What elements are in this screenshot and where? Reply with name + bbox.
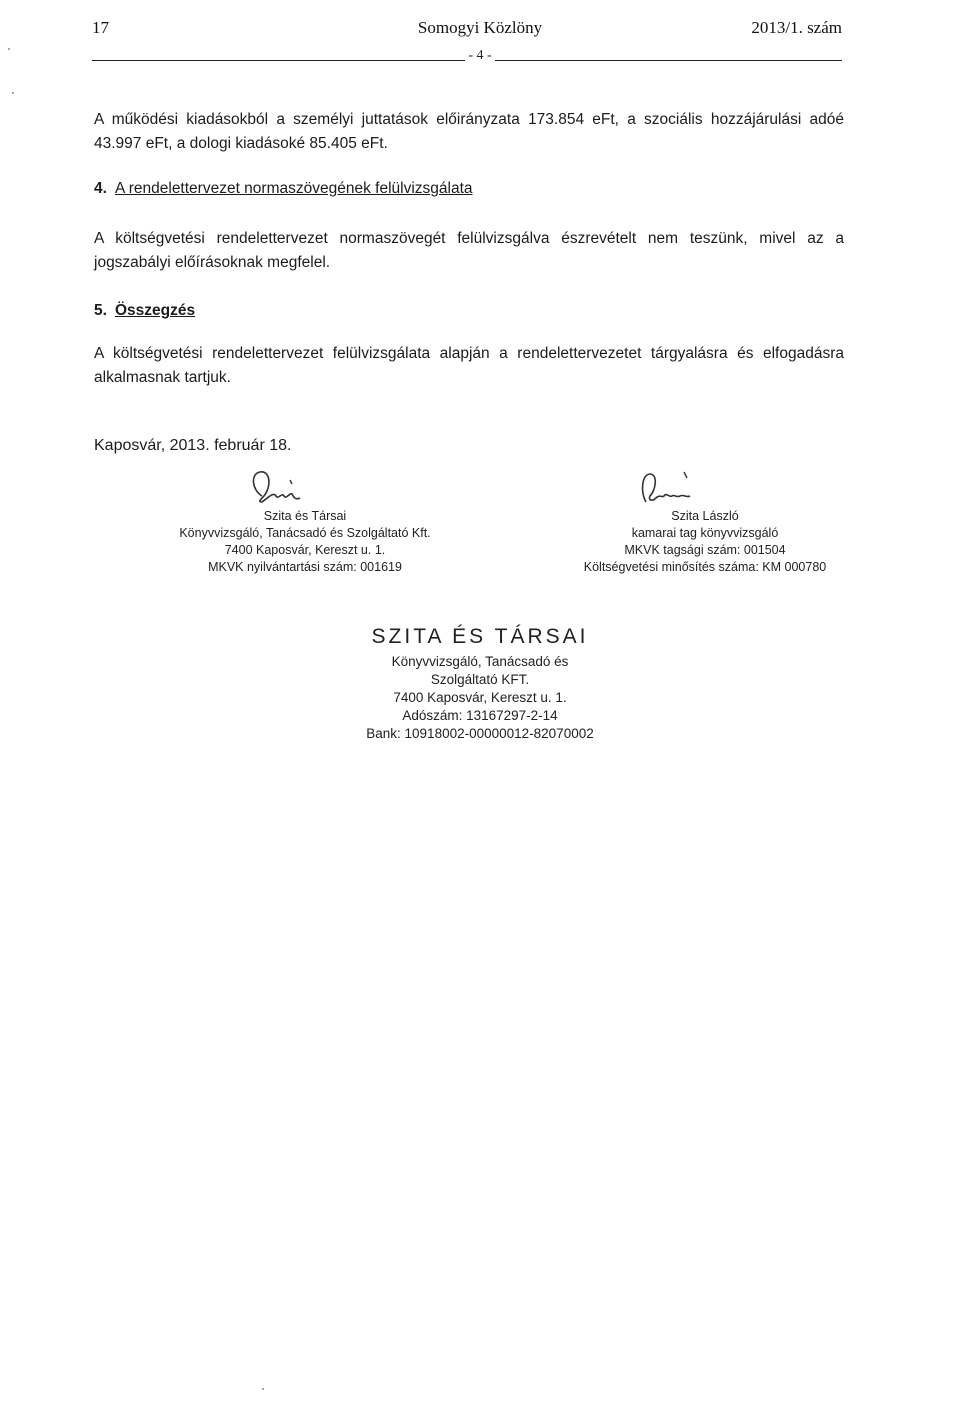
stamp-line: 7400 Kaposvár, Kereszt u. 1.	[393, 690, 567, 705]
handwritten-signature-right	[630, 466, 710, 510]
signatory-title: Könyvvizsgáló, Tanácsadó és Szolgáltató Kft.	[179, 526, 431, 540]
signatory-address: 7400 Kaposvár, Kereszt u. 1.	[224, 543, 386, 557]
page-number: 17	[92, 18, 109, 37]
stamp-line: Bank: 10918002-00000012-82070002	[366, 726, 594, 741]
signatory-registration: MKVK nyilvántartási szám: 001619	[208, 560, 402, 574]
issue-number: 2013/1. szám	[751, 18, 842, 37]
section-heading-4	[94, 180, 473, 198]
scan-speck	[8, 48, 10, 50]
paragraph-review: A költségvetési rendelettervezet normaszövegét felülvizsgálva észrevételt nem teszünk, mivel az a jogszabályi előírásoknak megfelel.	[94, 230, 844, 271]
sub-page-number	[0, 48, 960, 64]
section-number: 5.	[94, 302, 107, 319]
section-heading-5	[94, 302, 195, 320]
signatory-name: Szita László	[671, 509, 739, 523]
section-number: 4.	[94, 180, 107, 197]
signatory-title: kamarai tag könyvvizsgáló	[631, 526, 779, 540]
paragraph-summary: A költségvetési rendelettervezet felülvizsgálata alapján a rendelettervezetet tárgyalásra és elfogadásra alkalmasnak tartjuk.	[94, 345, 844, 386]
paragraph-expenditures: A működési kiadásokból a személyi juttatások előirányzata 173.854 eFt, a szociális hozzájárulási adóé 43.997 eFt, a dologi kiadásoké 85.405 eFt.	[94, 111, 844, 152]
signature-block-firm	[140, 508, 470, 576]
scan-speck	[12, 92, 14, 94]
stamp-line: Szolgáltató KFT.	[430, 672, 530, 687]
section-title: Összegzés	[114, 302, 196, 319]
section-title: A rendelettervezet normaszövegének felülvizsgálata	[114, 180, 473, 197]
handwritten-signature-left	[240, 466, 320, 510]
place-and-date: Kaposvár, 2013. február 18.	[94, 437, 292, 454]
stamp-line: Adószám: 13167297-2-14	[402, 708, 558, 723]
signatory-name: Szita és Társai	[263, 509, 347, 523]
signatory-qualification: Költségvetési minősítés száma: KM 000780	[583, 560, 827, 574]
publication-title: Somogyi Közlöny	[417, 18, 543, 37]
scan-speck	[262, 1388, 264, 1390]
sub-page-label: - 4 -	[465, 48, 494, 63]
stamp-line: Könyvvizsgáló, Tanácsadó és	[391, 654, 569, 669]
signature-block-auditor	[540, 508, 870, 576]
signatory-membership: MKVK tagsági szám: 001504	[624, 543, 786, 557]
stamp-title: SZITA ÉS TÁRSAI	[371, 625, 589, 648]
company-stamp	[330, 625, 630, 743]
